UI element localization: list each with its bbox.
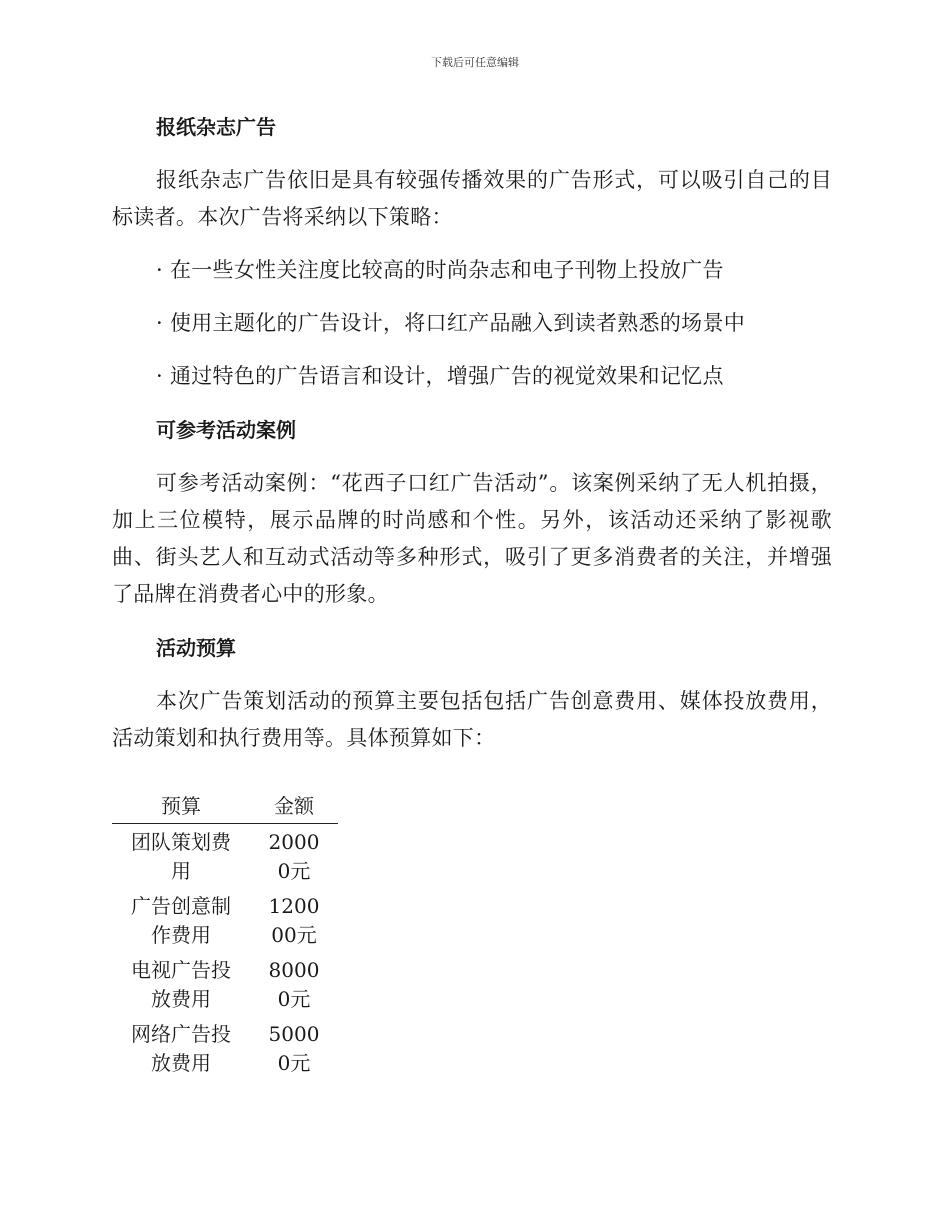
paragraph-newspaper-intro: 报纸杂志广告依旧是具有较强传播效果的广告形式，可以吸引自己的目标读者。本次广告将采纳以下策略： <box>112 168 832 229</box>
heading-reference-case: 可参考活动案例 <box>156 418 296 442</box>
budget-amount-cell: 120000元 <box>268 894 320 947</box>
table-row <box>112 1016 338 1080</box>
table-row <box>112 952 338 1016</box>
budget-item-cell: 网络广告投放费用 <box>131 1022 231 1075</box>
paragraph-reference-case: 可参考活动案例：“花西子口红广告活动”。该案例采纳了无人机拍摄，加上三位模特，展示品牌的时尚感和个性。另外，该活动还采纳了影视歌曲、街头艺人和互动式活动等多种形式，吸引了更多消费者的关注，并增强了品牌在消费者心中的形象。 <box>112 471 832 606</box>
budget-header-amount: 金额 <box>250 787 338 824</box>
budget-amount-cell: 80000元 <box>268 958 320 1011</box>
budget-amount-cell: 50000元 <box>268 1022 320 1075</box>
bullet-item: · 使用主题化的广告设计，将口红产品融入到读者熟悉的场景中 <box>156 311 746 335</box>
budget-amount-cell: 20000元 <box>268 830 320 883</box>
budget-item-cell: 电视广告投放费用 <box>131 958 231 1011</box>
heading-budget: 活动预算 <box>156 636 236 660</box>
budget-item-cell: 广告创意制作费用 <box>131 894 231 947</box>
table-row <box>112 888 338 952</box>
budget-table-header-row <box>112 787 338 824</box>
header-note: 下载后可任意编辑 <box>431 56 519 69</box>
bullet-item: · 通过特色的广告语言和设计，增强广告的视觉效果和记忆点 <box>156 364 724 388</box>
bullet-item: · 在一些女性关注度比较高的时尚杂志和电子刊物上投放广告 <box>156 258 724 282</box>
budget-table <box>112 787 338 1080</box>
table-row <box>112 824 338 889</box>
paragraph-budget: 本次广告策划活动的预算主要包括包括广告创意费用、媒体投放费用，活动策划和执行费用等。具体预算如下： <box>112 689 832 750</box>
budget-header-item: 预算 <box>112 787 250 824</box>
budget-item-cell: 团队策划费用 <box>131 830 231 883</box>
heading-newspaper-ads: 报纸杂志广告 <box>156 115 276 139</box>
document-content <box>112 108 832 1080</box>
